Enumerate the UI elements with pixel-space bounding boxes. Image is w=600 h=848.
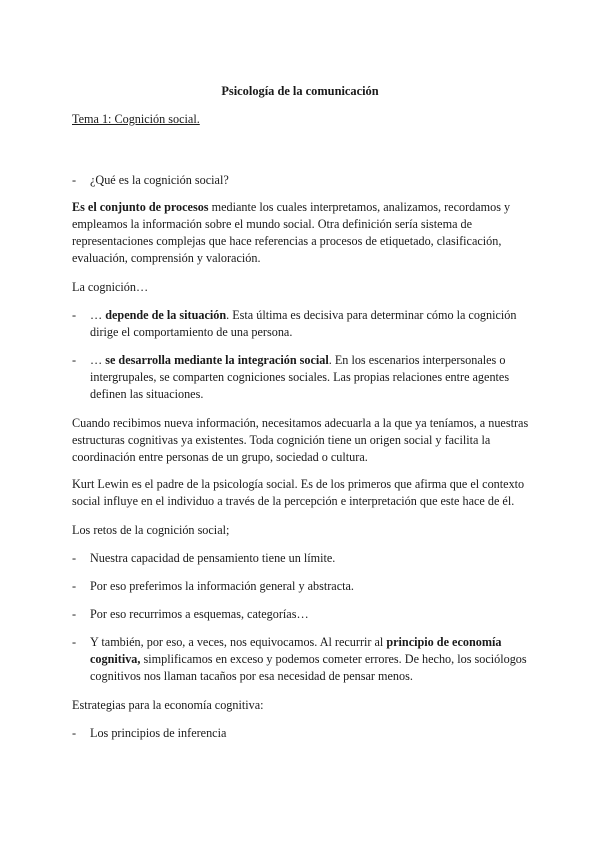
bullet-dash: - [72,579,77,593]
lewin-paragraph: Kurt Lewin es el padre de la psicología social. Es de los primeros que afirma que el contexto social influye en el individuo a través de la percepción e interpretación que este hace de él. [72,477,525,508]
cognition-intro: La cognición… [72,280,149,294]
bullet-dash: - [72,173,77,187]
definition-text: mediante los cuales interpretamos, analizamos, recordamos y empleamos la información sobre el mundo social. Otra definición sería sistema de representaciones complejas que hace referencias a procesos de etiquetado, clasificación, evaluación, comprensión y valoración. [72,200,511,265]
definition-bold: Es el conjunto de procesos [72,200,209,214]
document-body [72,111,532,742]
challenge-item-4: - Y también, por eso, a veces, nos equivocamos. Al recurrir al principio de economía cognitiva, simplificamos en exceso y podemos cometer errores. De hecho, los sociólogos cognitivos nos llaman tacaños por esa necesidad de pensar menos. [72,635,527,683]
cognition-item-2-bold: se desarrolla mediante la integración social [105,353,329,367]
challenge-item-4-bold: principio de economía cognitiva, [90,635,502,666]
bullet-dash: - [72,635,77,649]
document-title: Psicología de la comunicación [221,84,379,98]
new-info-paragraph: Cuando recibimos nueva información, necesitamos adecuarla a la que ya teníamos, a nuestras estructuras cognitivas ya existentes. Toda cognición tiene un origen social y facilita la coordinación entre personas de un grupo, sociedad o cultura. [72,416,529,464]
bullet-dash: - [72,308,77,322]
bullet-dash: - [72,607,77,621]
definition-paragraph [72,199,532,267]
challenges-intro: Los retos de la cognición social; [72,523,230,537]
question-item [72,172,532,189]
challenge-item-2: - Por eso preferimos la información general y abstracta. [72,579,354,593]
bullet-dash: - [72,726,77,740]
topic-subtitle: Tema 1: Cognición social. [72,112,200,126]
cognition-item-1: - … depende de la situación. Esta última es decisiva para determinar cómo la cognición dirige el comportamiento de una persona. [72,308,517,339]
cognition-item-1-bold: depende de la situación [105,308,227,322]
challenge-item-1: - Nuestra capacidad de pensamiento tiene un límite. [72,551,336,565]
strategy-item-1: - Los principios de inferencia [72,726,227,740]
challenge-item-3: - Por eso recurrimos a esquemas, categorías… [72,607,309,621]
bullet-dash: - [72,353,77,367]
bullet-dash: - [72,551,77,565]
strategies-intro: Estrategias para la economía cognitiva: [72,698,264,712]
cognition-item-2: - … se desarrolla mediante la integración social. En los escenarios interpersonales o intergrupales, se comparten cogniciones sociales. Las propias relaciones entre agentes definen las situaciones. [72,353,510,401]
question-text: ¿Qué es la cognición social? [90,173,229,187]
